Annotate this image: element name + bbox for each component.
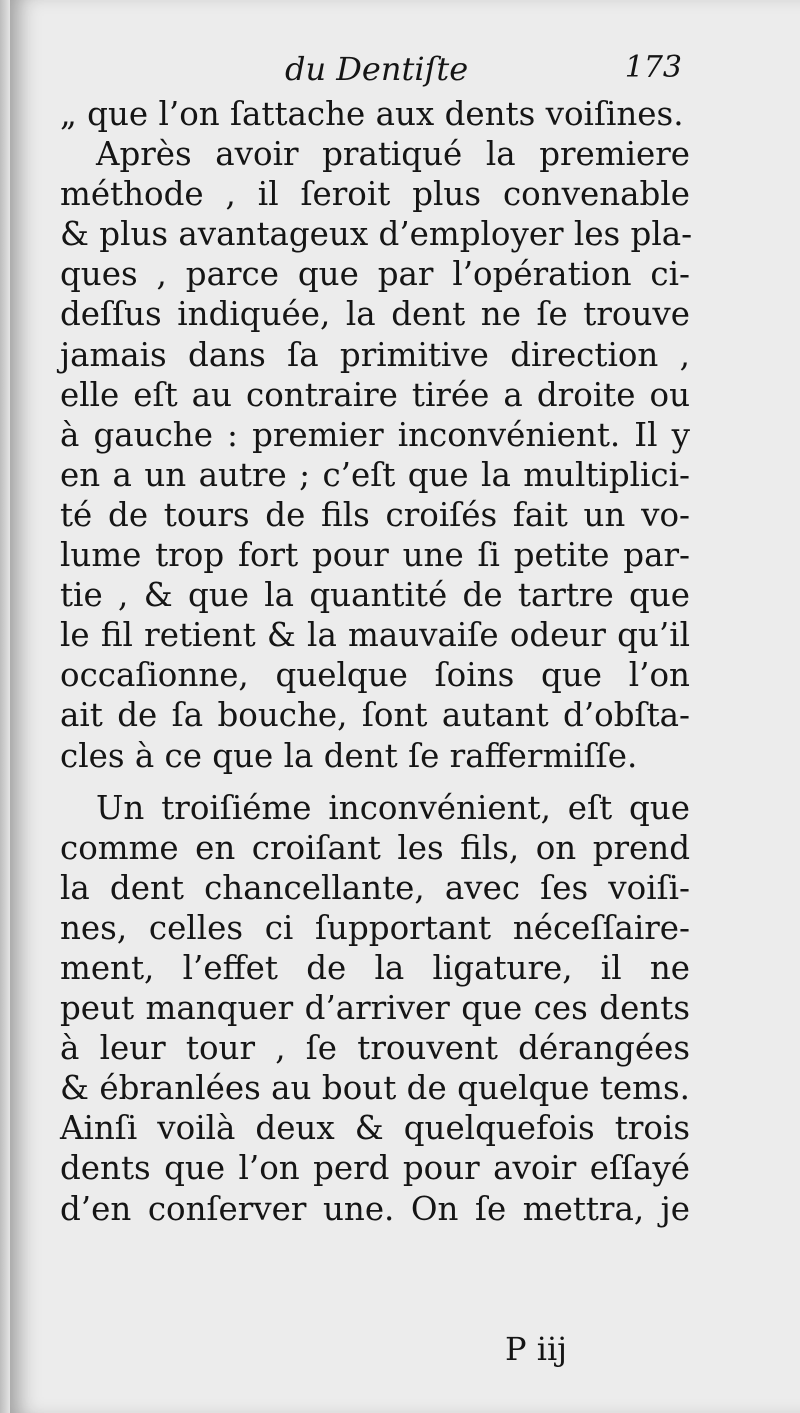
- text-line: la dent chancellante, avec ſes voiſi-: [60, 868, 690, 907]
- text-line: ait de ſa bouche, ſont autant d’obſta-: [60, 696, 690, 735]
- paragraph: [60, 134, 693, 776]
- paragraph: [60, 788, 690, 1229]
- text-line: ment, l’effet de la ligature, il ne: [60, 948, 690, 987]
- paragraph-gap: [60, 776, 690, 788]
- page-text: [60, 44, 693, 1229]
- text-line: Ainſi voilà deux & quelquefois trois: [60, 1109, 690, 1148]
- text-line: à leur tour , ſe trouvent dérangées: [60, 1029, 690, 1068]
- text-line: & ébranlées au bout de quelque tems.: [60, 1069, 690, 1108]
- text-line: Après avoir pratiqué la premiere: [96, 135, 690, 174]
- page-number: 173: [624, 50, 682, 85]
- text-line: té de tours de fils croiſés fait un vo-: [60, 495, 690, 534]
- text-line: deſſus indiquée, la dent ne ſe trouve: [60, 295, 690, 334]
- text-line: lume trop fort pour une ſi petite par-: [60, 536, 690, 575]
- text-line: occaſionne, quelque ſoins que l’on: [60, 656, 690, 695]
- text-line: en a un autre ; c’eſt que la multiplici-: [60, 455, 690, 494]
- text-line: nes, celles ci ſupportant néceſſaire-: [60, 908, 690, 947]
- running-head: [60, 44, 690, 94]
- book-gutter: [0, 0, 10, 1413]
- body-text: [60, 94, 693, 1229]
- text-line: à gauche : premier inconvénient. Il y: [60, 415, 690, 454]
- text-line: ques , parce que par l’opération ci-: [60, 255, 690, 294]
- signature-mark: P iij: [505, 1330, 568, 1368]
- paragraph: [60, 94, 690, 134]
- text-line: méthode , il ſeroit plus convenable: [60, 175, 690, 214]
- text-line: „ que l’on ſattache aux dents voiſines.: [60, 95, 684, 133]
- text-line: dents que l’on perd pour avoir eſſayé: [60, 1149, 690, 1188]
- text-line: d’en conſerver une. On ſe mettra, je: [60, 1189, 690, 1228]
- text-line: le fil retient & la mauvaiſe odeur qu’il: [60, 616, 690, 655]
- text-line: peut manquer d’arriver que ces dents: [60, 989, 690, 1028]
- text-line: cles à ce que la dent ſe raffermiſſe.: [60, 736, 638, 775]
- text-line: elle eſt au contraire tirée a droite ou: [60, 375, 690, 414]
- text-line: & plus avantageux d’employer les pla-: [60, 215, 693, 254]
- text-line: jamais dans ſa primitive direction ,: [60, 335, 690, 374]
- text-line: Un troiſiéme inconvénient, eſt que: [96, 788, 690, 827]
- running-title: du Dentiſte: [285, 50, 469, 88]
- text-line: comme en croiſant les fils, on prend: [60, 828, 690, 867]
- text-line: tie , & que la quantité de tartre que: [60, 576, 690, 615]
